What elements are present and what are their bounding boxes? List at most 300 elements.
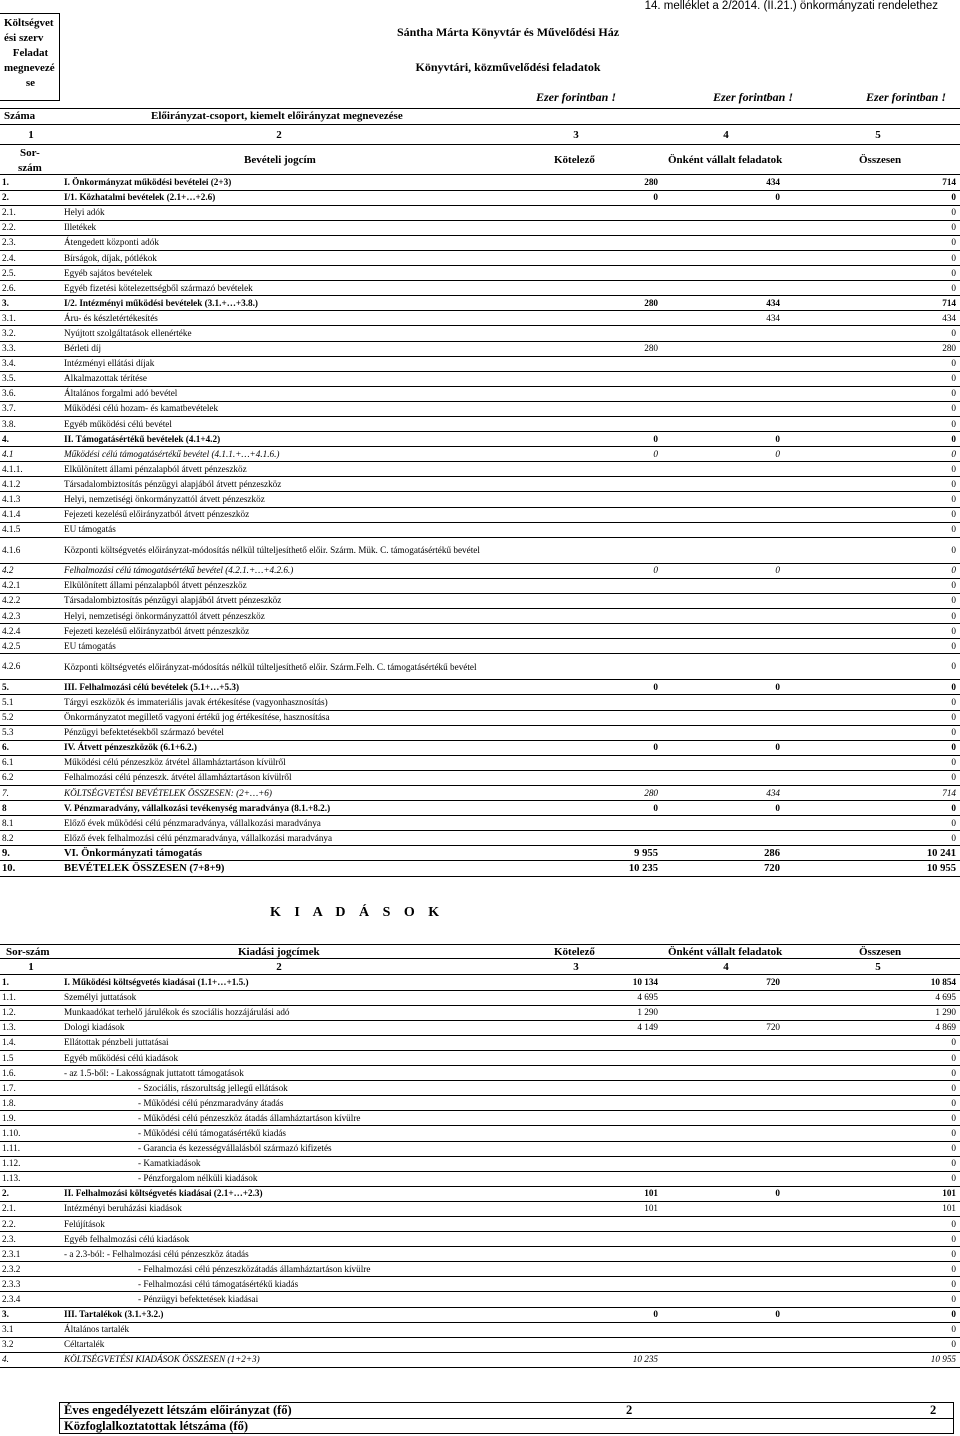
row-label-cell: - Kamatkiadások — [62, 1156, 572, 1171]
revenue-row — [0, 220, 960, 235]
voluntary-value-cell — [662, 1111, 802, 1126]
row-number-cell: 2.3. — [0, 1232, 62, 1247]
voluntary-value-cell — [662, 492, 802, 507]
expense-row — [0, 1352, 960, 1367]
row-label-cell: Áru- és készletértékesítés — [62, 311, 572, 326]
voluntary-value-cell: 434 — [662, 296, 802, 311]
revenue-row — [0, 432, 960, 447]
revenue-row — [0, 770, 960, 785]
row-label-cell: Pénzügyi befektetésekből származó bevétel — [62, 725, 572, 740]
mandatory-value-cell — [572, 401, 662, 416]
revenue-row — [0, 801, 960, 816]
row-number-cell: 4.1.5 — [0, 522, 62, 537]
expenses-title: K I A D Á S O K — [270, 905, 445, 920]
mandatory-value-cell: 101 — [572, 1201, 662, 1216]
mandatory-value-cell — [572, 1277, 662, 1292]
row-number-cell: 5.1 — [0, 695, 62, 710]
row-number-cell: 2.4. — [0, 250, 62, 265]
row-number-cell: 3. — [0, 1307, 62, 1322]
voluntary-value-cell: 0 — [662, 190, 802, 205]
voluntary-value-cell — [662, 831, 802, 846]
voluntary-value-cell — [662, 220, 802, 235]
total-value-cell: 0 — [802, 710, 960, 725]
voluntary-value-cell — [662, 1171, 802, 1186]
row-number-cell: 2.3.4 — [0, 1292, 62, 1307]
total-value-cell: 0 — [802, 507, 960, 522]
revenue-row — [0, 695, 960, 710]
voluntary-value-cell — [662, 816, 802, 831]
mandatory-value-cell — [572, 522, 662, 537]
row-label-cell: Működési célú pénzeszköz átvétel államháztartáson kívülről — [62, 755, 572, 770]
row-number-cell: 4.1.6 — [0, 537, 62, 563]
revenue-row — [0, 447, 960, 462]
row-label-cell: Felhalmozási célú pénzeszk. átvétel államháztartáson kívülről — [62, 770, 572, 785]
expense-row — [0, 1247, 960, 1262]
row-number-cell: 3.1 — [0, 1322, 62, 1337]
row-label-cell: Központi költségvetés előirányzat-módosítás nélkül túlteljesíthető előir. Szárm. Mük. C. támogatásértékű bevétel — [62, 537, 572, 563]
voluntary-value-cell — [662, 695, 802, 710]
revenue-row — [0, 492, 960, 507]
total-value-cell: 0 — [802, 492, 960, 507]
row-label-cell: - az 1.5-ből: - Lakosságnak juttatott támogatások — [62, 1066, 572, 1081]
revenue-row — [0, 175, 960, 190]
row-number-cell: 8.1 — [0, 816, 62, 831]
row-label-cell: - Felhalmozási célú pénzeszközátadás államháztartáson kívülre — [62, 1262, 572, 1277]
total-value-cell: 0 — [802, 1156, 960, 1171]
row-label-cell: Általános tartalék — [62, 1322, 572, 1337]
voluntary-value-cell — [662, 326, 802, 341]
row-number-cell: 5.3 — [0, 725, 62, 740]
mandatory-value-cell — [572, 1232, 662, 1247]
mandatory-value-cell — [572, 371, 662, 386]
mandatory-value-cell — [572, 755, 662, 770]
mandatory-value-cell — [572, 1337, 662, 1352]
total-value-cell: 0 — [802, 639, 960, 654]
expense-row — [0, 1201, 960, 1216]
expense-row — [0, 1141, 960, 1156]
voluntary-value-cell — [662, 1262, 802, 1277]
group-header-row — [0, 108, 960, 125]
total-value-cell: 10 241 — [802, 846, 960, 861]
total-value-cell: 0 — [802, 816, 960, 831]
total-value-cell: 0 — [802, 371, 960, 386]
mandatory-value-cell — [572, 537, 662, 563]
row-label-cell: Társadalombiztosítás pénzügyi alapjából átvett pénzeszköz — [62, 477, 572, 492]
total-value-cell: 101 — [802, 1201, 960, 1216]
mandatory-value-cell: 280 — [572, 785, 662, 800]
org-name: Sántha Márta Könyvtár és Művelődési Ház — [396, 25, 620, 39]
total-value-cell: 0 — [802, 1171, 960, 1186]
row-number-cell: 3.4. — [0, 356, 62, 371]
voluntary-value-cell — [662, 1292, 802, 1307]
total-value-cell: 0 — [802, 1217, 960, 1232]
voluntary-value-cell — [662, 1322, 802, 1337]
row-number-cell: 3.2 — [0, 1337, 62, 1352]
unit-label: Ezer forintban ! — [536, 90, 617, 104]
expense-row — [0, 1292, 960, 1307]
row-number-cell: 2.3. — [0, 235, 62, 250]
expense-row — [0, 1277, 960, 1292]
voluntary-value-cell: 0 — [662, 740, 802, 755]
voluntary-value-cell — [662, 1005, 802, 1020]
voluntary-value-cell — [662, 281, 802, 296]
row-number-cell: 2. — [0, 1186, 62, 1201]
revenue-row — [0, 725, 960, 740]
row-label-cell: - Pénzügyi befektetések kiadásai — [62, 1292, 572, 1307]
mandatory-value-cell — [572, 624, 662, 639]
total-value-cell: 0 — [802, 356, 960, 371]
row-label-cell: Intézményi ellátási díjak — [62, 356, 572, 371]
row-number-cell: 4.2.2 — [0, 593, 62, 608]
row-number-cell: 1.12. — [0, 1156, 62, 1171]
column-number: 3 — [573, 961, 579, 973]
row-label-cell: Ellátottak pénzbeli juttatásai — [62, 1035, 572, 1050]
mandatory-value-cell: 0 — [572, 190, 662, 205]
total-value-cell: 10 854 — [802, 975, 960, 990]
row-number-cell: 4.2.6 — [0, 654, 62, 680]
mandatory-value-cell: 0 — [572, 447, 662, 462]
expense-row — [0, 1096, 960, 1111]
revenue-row — [0, 593, 960, 608]
voluntary-value-cell — [662, 386, 802, 401]
revenue-row — [0, 266, 960, 281]
revenue-row — [0, 740, 960, 755]
row-label-cell: Általános forgalmi adó bevétel — [62, 386, 572, 401]
row-number-cell: 2.1. — [0, 1201, 62, 1216]
row-number-cell: 4.2.1 — [0, 578, 62, 593]
revenue-column-header — [0, 145, 960, 175]
mandatory-value-cell — [572, 654, 662, 680]
revenue-row — [0, 537, 960, 563]
row-label-cell: VI. Önkormányzati támogatás — [62, 846, 572, 861]
row-number-cell: 4. — [0, 1352, 62, 1367]
row-number-cell: 1. — [0, 975, 62, 990]
expense-row — [0, 1020, 960, 1035]
voluntary-value-cell — [662, 356, 802, 371]
row-number-cell: 4. — [0, 432, 62, 447]
row-label-cell: Illetékek — [62, 220, 572, 235]
total-value-cell: 0 — [802, 578, 960, 593]
row-number-cell: 9. — [0, 846, 62, 861]
voluntary-value-cell — [662, 1232, 802, 1247]
expense-row — [0, 1232, 960, 1247]
row-label-cell: Átengedett központi adók — [62, 235, 572, 250]
row-label-cell: Felújítások — [62, 1217, 572, 1232]
row-number-cell: 3.1. — [0, 311, 62, 326]
mandatory-value-cell — [572, 492, 662, 507]
mandatory-value-cell: 0 — [572, 801, 662, 816]
mandatory-value-cell — [572, 593, 662, 608]
revenue-row — [0, 477, 960, 492]
szama-label: Száma — [4, 110, 36, 122]
total-value-cell: 0 — [802, 1337, 960, 1352]
mandatory-value-cell — [572, 770, 662, 785]
total-value-cell: 0 — [802, 1050, 960, 1065]
mandatory-value-cell: 280 — [572, 341, 662, 356]
staff-row — [60, 1403, 953, 1419]
voluntary-value-cell — [662, 266, 802, 281]
row-label-cell: Fejezeti kezelésű előirányzatból átvett pénzeszköz — [62, 507, 572, 522]
row-label-cell: Társadalombiztosítás pénzügyi alapjából átvett pénzeszköz — [62, 593, 572, 608]
mandatory-value-cell: 1 290 — [572, 1005, 662, 1020]
row-label-cell: Elkülönített állami pénzalapból átvett pénzeszköz — [62, 462, 572, 477]
row-label-cell: Munkaadókat terhelő járulékok és szociális hozzájárulási adó — [62, 1005, 572, 1020]
row-label-cell: Felhalmozási célú támogatásértékű bevétel (4.2.1.+…+4.2.6.) — [62, 563, 572, 578]
revenue-row — [0, 417, 960, 432]
staff-mandatory-value: 2 — [626, 1403, 633, 1417]
total-value-cell: 0 — [802, 1247, 960, 1262]
revenue-row — [0, 401, 960, 416]
mandatory-value-cell — [572, 1126, 662, 1141]
mandatory-value-cell — [572, 1262, 662, 1277]
voluntary-value-cell — [662, 537, 802, 563]
column-number: 2 — [276, 961, 282, 973]
row-label-cell: KÖLTSÉGVETÉSI KIADÁSOK ÖSSZESEN (1+2+3) — [62, 1352, 572, 1367]
row-label-cell: - Működési célú pénzmaradvány átadás — [62, 1096, 572, 1111]
row-label-cell: Tárgyi eszközök és immateriális javak értékesítése (vagyonhasznosítás) — [62, 695, 572, 710]
row-number-cell: 6. — [0, 740, 62, 755]
row-label-cell: Helyi adók — [62, 205, 572, 220]
voluntary-value-cell — [662, 1201, 802, 1216]
row-number-cell: 3.5. — [0, 371, 62, 386]
row-number-cell: 2.1. — [0, 205, 62, 220]
voluntary-value-cell — [662, 1217, 802, 1232]
voluntary-value-cell: 0 — [662, 447, 802, 462]
row-number-cell: 6.2 — [0, 770, 62, 785]
voluntary-value-cell — [662, 1096, 802, 1111]
total-value-cell: 0 — [802, 1096, 960, 1111]
total-value-cell: 0 — [802, 695, 960, 710]
mandatory-value-cell: 0 — [572, 1307, 662, 1322]
mandatory-value-cell — [572, 1141, 662, 1156]
mandatory-value-cell: 0 — [572, 432, 662, 447]
row-number-cell: 4.2.5 — [0, 639, 62, 654]
total-value-cell: 0 — [802, 1035, 960, 1050]
voluntary-value-cell — [662, 1277, 802, 1292]
voluntary-value-cell: 720 — [662, 1020, 802, 1035]
total-header: Összesen — [859, 154, 902, 166]
total-value-cell: 0 — [802, 537, 960, 563]
row-label-cell: I/1. Közhatalmi bevételek (2.1+…+2.6) — [62, 190, 572, 205]
expense-row — [0, 990, 960, 1005]
voluntary-value-cell — [662, 654, 802, 680]
row-number-cell: 4.1.4 — [0, 507, 62, 522]
expense-row — [0, 1035, 960, 1050]
row-label-cell: Bérleti díj — [62, 341, 572, 356]
row-number-cell: 3.3. — [0, 341, 62, 356]
voluntary-value-cell — [662, 639, 802, 654]
voluntary-value-cell — [662, 1081, 802, 1096]
annex-note: 14. melléklet a 2/2014. (II.21.) önkormányzati rendelethez — [644, 0, 938, 12]
column-number: 1 — [28, 961, 34, 973]
mandatory-value-cell — [572, 266, 662, 281]
row-label-cell: Nyújtott szolgáltatások ellenértéke — [62, 326, 572, 341]
mandatory-value-cell — [572, 250, 662, 265]
total-value-cell: 0 — [802, 1307, 960, 1322]
unit-label: Ezer forintban ! — [713, 90, 794, 104]
total-value-cell: 0 — [802, 1111, 960, 1126]
mandatory-value-cell: 0 — [572, 740, 662, 755]
revenue-row — [0, 639, 960, 654]
row-label-cell: Alkalmazottak térítése — [62, 371, 572, 386]
mandatory-value-cell: 4 149 — [572, 1020, 662, 1035]
voluntary-value-cell — [662, 205, 802, 220]
mandatory-value-cell: 101 — [572, 1186, 662, 1201]
mandatory-value-cell — [572, 816, 662, 831]
voluntary-value-cell — [662, 578, 802, 593]
voluntary-value-cell: 0 — [662, 1307, 802, 1322]
voluntary-value-cell: 434 — [662, 311, 802, 326]
column-number: 5 — [875, 129, 881, 141]
mandatory-value-cell — [572, 462, 662, 477]
voluntary-value-cell — [662, 341, 802, 356]
mandatory-value-cell: 10 235 — [572, 861, 662, 876]
staff-label: Közfoglalkoztatottak létszáma (fő) — [64, 1419, 248, 1433]
revenue-row — [0, 785, 960, 800]
revenue-row — [0, 522, 960, 537]
row-label-cell: Előző évek felhalmozási célú pénzmaradványa, vállalkozási maradványa — [62, 831, 572, 846]
row-label-cell: - Felhalmozási célú támogatásértékű kiadás — [62, 1277, 572, 1292]
mandatory-value-cell — [572, 356, 662, 371]
revenue-row — [0, 326, 960, 341]
row-label-cell: - Garancia és kezességvállalásból származó kifizetés — [62, 1141, 572, 1156]
revenue-row — [0, 190, 960, 205]
row-label-cell: III. Felhalmozási célú bevételek (5.1+…+5.3) — [62, 680, 572, 695]
row-label-cell: Bírságok, díjak, pótlékok — [62, 250, 572, 265]
row-number-cell: 8 — [0, 801, 62, 816]
row-label-cell: IV. Átvett pénzeszközök (6.1+6.2.) — [62, 740, 572, 755]
expense-row — [0, 1186, 960, 1201]
total-value-cell: 0 — [802, 522, 960, 537]
voluntary-value-cell — [662, 522, 802, 537]
expense-row — [0, 1337, 960, 1352]
row-label-cell: Egyéb felhalmozási célú kiadások — [62, 1232, 572, 1247]
expense-row — [0, 1050, 960, 1065]
voluntary-value-cell — [662, 477, 802, 492]
mandatory-value-cell — [572, 1035, 662, 1050]
voluntary-value-cell: 0 — [662, 563, 802, 578]
row-label-cell: III. Tartalékok (3.1.+3.2.) — [62, 1307, 572, 1322]
expense-column-header — [0, 944, 960, 959]
row-number-cell: 1.5 — [0, 1050, 62, 1065]
row-label-cell: Elkülönített állami pénzalapból átvett pénzeszköz — [62, 578, 572, 593]
row-number-cell: 1.4. — [0, 1035, 62, 1050]
mandatory-value-cell: 4 695 — [572, 990, 662, 1005]
mandatory-value-cell — [572, 1081, 662, 1096]
row-label-cell: Működési célú hozam- és kamatbevételek — [62, 401, 572, 416]
row-label-cell: I/2. Intézményi működési bevételek (3.1.+…+3.8.) — [62, 296, 572, 311]
row-number-cell: 3.7. — [0, 401, 62, 416]
row-label-cell: Egyéb sajátos bevételek — [62, 266, 572, 281]
total-value-cell: 10 955 — [802, 1352, 960, 1367]
revenue-row — [0, 356, 960, 371]
revenue-row — [0, 371, 960, 386]
mandatory-value-cell — [572, 220, 662, 235]
row-number-cell: 2.5. — [0, 266, 62, 281]
mandatory-value-cell — [572, 281, 662, 296]
voluntary-value-cell — [662, 990, 802, 1005]
row-number-cell: 4.1.2 — [0, 477, 62, 492]
total-value-cell: 0 — [802, 624, 960, 639]
revenue-row — [0, 296, 960, 311]
mandatory-value-cell — [572, 695, 662, 710]
row-label-cell: Egyéb működési célú bevétel — [62, 417, 572, 432]
row-label-cell: II. Felhalmozási költségvetés kiadásai (2.1+…+2.3) — [62, 1186, 572, 1201]
row-number-cell: 1.10. — [0, 1126, 62, 1141]
revenue-row — [0, 846, 960, 861]
total-value-cell: 714 — [802, 175, 960, 190]
total-value-cell: 0 — [802, 1126, 960, 1141]
total-value-cell: 714 — [802, 785, 960, 800]
mandatory-value-cell — [572, 1217, 662, 1232]
row-label-cell: Helyi, nemzetiségi önkormányzattól átvett pénzeszköz — [62, 492, 572, 507]
expense-row — [0, 1262, 960, 1277]
column-number: 3 — [573, 129, 579, 141]
voluntary-value-cell — [662, 1066, 802, 1081]
staff-label: Éves engedélyezett létszám előirányzat (fő) — [64, 1403, 292, 1417]
task-name: Könyvtári, közművelődési feladatok — [415, 60, 601, 74]
mandatory-value-cell — [572, 1171, 662, 1186]
row-number-cell: 4.1.1. — [0, 462, 62, 477]
total-value-cell: 434 — [802, 311, 960, 326]
total-value-cell: 0 — [802, 1141, 960, 1156]
row-number-cell: 7. — [0, 785, 62, 800]
mandatory-value-cell: 10 235 — [572, 1352, 662, 1367]
row-number-cell: 2.3.3 — [0, 1277, 62, 1292]
total-value-cell: 0 — [802, 386, 960, 401]
voluntary-value-cell: 0 — [662, 680, 802, 695]
sorszam-header: Sor-szám — [6, 946, 50, 958]
row-number-cell: 4.2.3 — [0, 609, 62, 624]
mandatory-value-cell — [572, 710, 662, 725]
expense-row — [0, 1322, 960, 1337]
total-value-cell: 0 — [802, 755, 960, 770]
expense-table — [0, 975, 960, 1368]
header-left-line: se — [25, 77, 36, 89]
row-label-cell: Működési célú támogatásértékű bevétel (4.1.1.+…+4.1.6.) — [62, 447, 572, 462]
voluntary-value-cell: 434 — [662, 175, 802, 190]
expense-title-header: Kiadási jogcímek — [238, 946, 320, 958]
voluntary-value-cell — [662, 371, 802, 386]
revenue-title-header: Bevételi jogcím — [244, 154, 316, 166]
row-label-cell: Előző évek működési célú pénzmaradványa, vállalkozási maradványa — [62, 816, 572, 831]
total-value-cell: 0 — [802, 235, 960, 250]
total-value-cell: 0 — [802, 593, 960, 608]
total-value-cell: 0 — [802, 281, 960, 296]
row-label-cell: KÖLTSÉGVETÉSI BEVÉTELEK ÖSSZESEN: (2+…+6) — [62, 785, 572, 800]
expense-row — [0, 1156, 960, 1171]
total-value-cell: 714 — [802, 296, 960, 311]
expense-row — [0, 1307, 960, 1322]
row-label-cell: V. Pénzmaradvány, vállalkozási tevékenység maradványa (8.1.+8.2.) — [62, 801, 572, 816]
row-number-cell: 2.6. — [0, 281, 62, 296]
total-value-cell: 10 955 — [802, 861, 960, 876]
total-value-cell: 0 — [802, 609, 960, 624]
mandatory-value-cell — [572, 326, 662, 341]
row-number-cell: 4.2.4 — [0, 624, 62, 639]
header-left-line: Feladat — [12, 47, 49, 59]
row-label-cell: Céltartalék — [62, 1337, 572, 1352]
mandatory-value-cell — [572, 1247, 662, 1262]
row-label-cell: BEVÉTELEK ÖSSZESEN (7+8+9) — [62, 861, 572, 876]
row-label-cell: Intézményi beruházási kiadások — [62, 1201, 572, 1216]
total-value-cell: 280 — [802, 341, 960, 356]
sorszam-header: Sor- szám — [18, 147, 42, 174]
mandatory-value-cell — [572, 477, 662, 492]
mandatory-value-cell — [572, 831, 662, 846]
row-number-cell: 8.2 — [0, 831, 62, 846]
expense-row — [0, 1217, 960, 1232]
